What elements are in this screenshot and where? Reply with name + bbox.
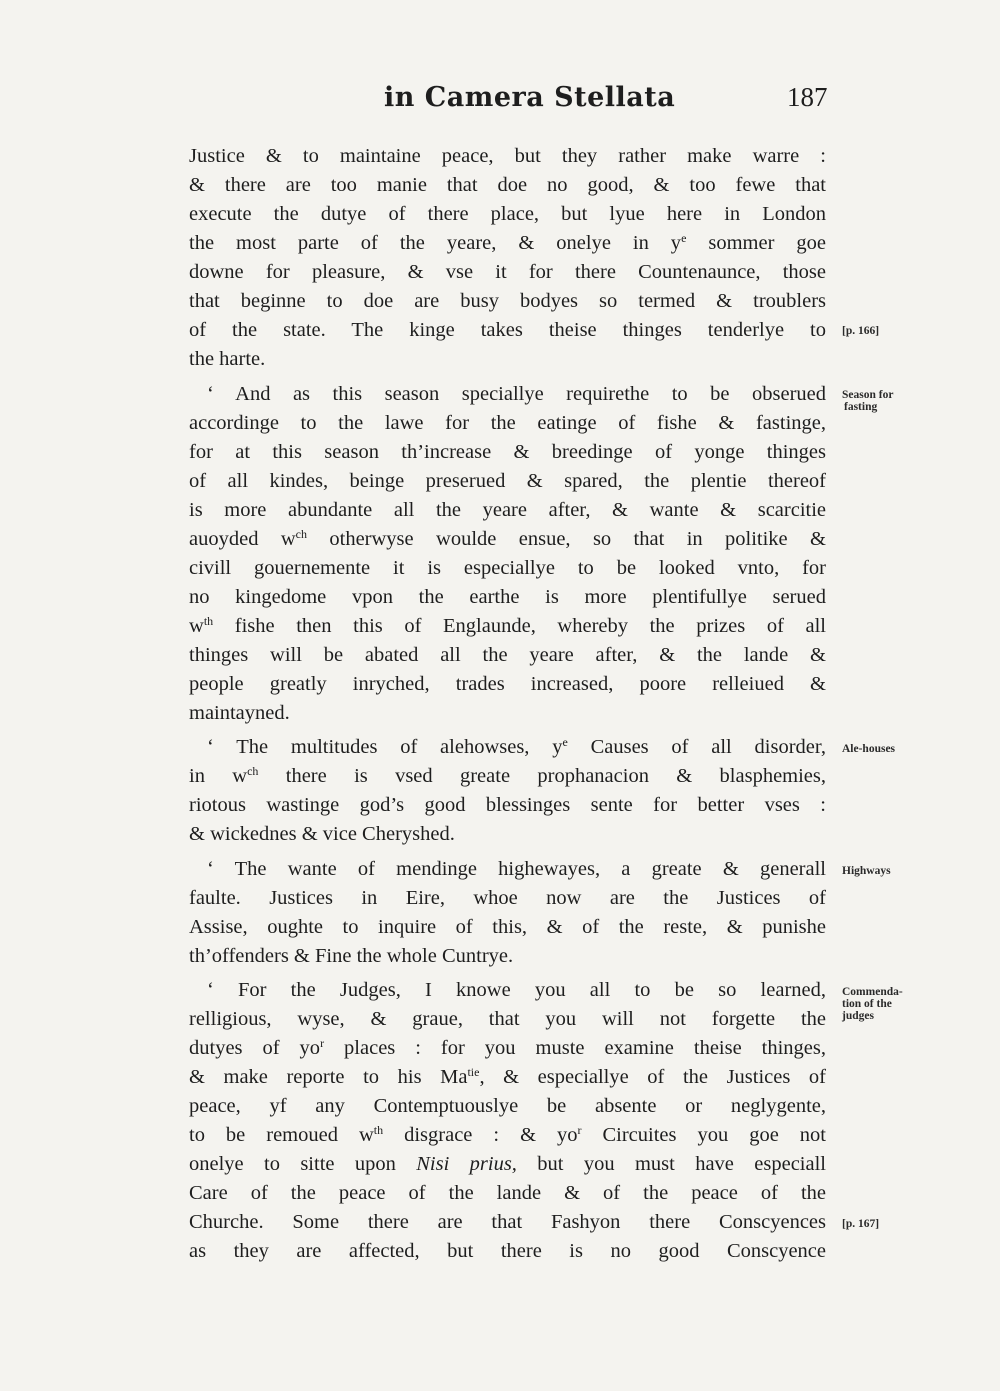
text-line: for at this season th’increase & breedinge of yonge thinges [189, 441, 826, 463]
text-line: ‘ The multitudes of alehowses, $y^e$ Causes of all disorder, [207, 734, 827, 758]
text-line: thinges will be abated all the yeare after, & the lande & [189, 644, 826, 666]
text-line: people greatly inryched, trades increased, poore relleiued & [189, 673, 826, 695]
text-line: Assise, oughte to inquire of this, & of the reste, & punishe [189, 916, 826, 938]
text-line: relligious, wyse, & graue, that you will not forgette the [189, 1008, 826, 1030]
text-line: peace, yf any Contemptuouslye be absente or neglygente, [189, 1095, 826, 1117]
text-line: & there are too manie that doe no good, & too fewe that [189, 174, 826, 196]
page-number: 187 [787, 82, 828, 112]
page-header [0, 82, 1000, 122]
text-line: maintayned. [189, 702, 290, 724]
text-line: Care of the peace of the lande & of the peace of the [189, 1182, 826, 1204]
text-line: faulte. Justices in Eire, whoe now are the Justices of [189, 887, 826, 909]
margin-note-commendation: Commenda- tion of the judges [842, 986, 903, 1022]
text-line: Justice & to maintaine peace, but they rather make warre : [189, 145, 826, 167]
text-line: of the state. The kinge takes theise thinges tenderlye to [189, 319, 826, 341]
text-line: as they are affected, but there is no good Conscyence [189, 1240, 826, 1262]
margin-note-alehouses: Ale-houses [842, 743, 896, 755]
text-line: the most parte of the yeare, & onelye in $y^e$ sommer goe [189, 230, 826, 254]
text-line: that beginne to doe are busy bodyes so termed & troublers [189, 290, 826, 312]
text-line: the harte. [189, 348, 266, 370]
text-line: accordinge to the lawe for the eatinge of fishe & fastinge, [189, 412, 826, 434]
text-line: $w^{th}$ fishe then this of Englaunde, whereby the prizes of all [189, 613, 826, 637]
text-line: & make reporte to his $Ma^{tie}$, & especiallye of the Justices of [189, 1064, 826, 1088]
text-line: ‘ The wante of mendinge highewayes, a greate & generall [207, 858, 826, 880]
text-line: auoyded $w^{ch}$ otherwyse woulde ensue, so that in politike & [189, 526, 826, 550]
text-line: & wickednes & vice Cheryshed. [189, 823, 455, 845]
text-line: downe for pleasure, & vse it for there Countenaunce, those [189, 261, 826, 283]
running-title: in Camera Stellata [384, 82, 676, 113]
text-line: in $w^{ch}$ there is vsed greate prophanacion & blasphemies, [189, 763, 827, 787]
text-line: Churche. Some there are that Fashyon there Conscyences [189, 1211, 826, 1233]
text-line: onelye to sitte upon Nisi prius, but you must have especiall [189, 1153, 826, 1175]
text-line: ‘ And as this season speciallye requirethe to be obserued [207, 383, 826, 405]
text-line: to be remoued $w^{th}$ disgrace : & $yo^r$ Circuites you goe not [189, 1122, 826, 1146]
text-line: riotous wastinge god’s good blessinges sente for better vses : [189, 794, 826, 816]
margin-note-season: Season for fasting [842, 389, 894, 413]
text-line: of all kindes, beinge preserued & spared, the plentie thereof [189, 470, 826, 492]
text-line: th’offenders & Fine the whole Cuntrye. [189, 945, 514, 967]
text-line: dutyes of $yo^r$ places : for you muste examine theise thinges, [189, 1035, 827, 1059]
text-line: ‘ For the Judges, I knowe you all to be so learned, [207, 979, 826, 1001]
page-ref-167: [p. 167] [842, 1218, 880, 1230]
margin-note-highways: Highways [842, 865, 891, 877]
text-line: no kingedome vpon the earthe is more plentifullye serued [189, 586, 826, 608]
text-line: is more abundante all the yeare after, & wante & scarcitie [189, 499, 826, 521]
text-line: civill gouernemente it is especiallye to be looked vnto, for [189, 557, 826, 579]
text-line: execute the dutye of there place, but lyue here in London [189, 203, 826, 225]
page-ref-166: [p. 166] [842, 325, 880, 337]
